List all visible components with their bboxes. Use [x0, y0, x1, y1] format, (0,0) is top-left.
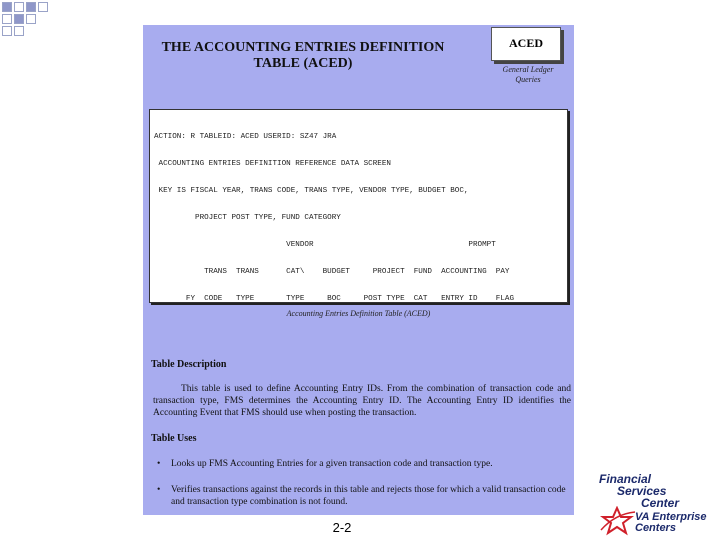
logo-line-4-text: VA Enterprise	[635, 511, 707, 523]
tag-subtitle-line-1: General Ledger	[502, 65, 554, 74]
star-icon	[597, 506, 637, 536]
logo-line-5-text: Centers	[635, 522, 676, 534]
logo-line-3: Center	[641, 496, 680, 510]
page-number: 2-2	[332, 520, 352, 535]
page-title	[153, 40, 453, 72]
financial-services-center-logo	[595, 472, 720, 540]
table-description-text: This table is used to define Accounting Entry IDs. From the combination of transaction code and transaction type, FMS determines the Accounting Entry ID. The Accounting Entry ID identifies the Accounting Event that FMS should use when posting the transaction.	[153, 384, 571, 418]
terminal-screen	[149, 109, 568, 303]
list-item	[157, 458, 569, 470]
logo-line-2: Services	[617, 484, 667, 498]
screen-line: VENDOR PROMPT	[154, 241, 496, 249]
logo-line-4	[635, 512, 707, 534]
title-line-2: TABLE (ACED)	[253, 56, 353, 71]
screen-caption: Accounting Entries Definition Table (ACED)	[286, 309, 431, 318]
tag-subtitle	[492, 65, 564, 85]
bullet-icon: •	[157, 485, 161, 495]
list-item-text: Verifies transactions against the records in this table and rejects those for which a valid transaction code and transaction type combination is not found.	[171, 485, 566, 507]
screen-line: FY CODE TYPE TYPE BOC POST TYPE CAT ENTRY ID FLAG	[154, 295, 515, 303]
logo-line-1: Financial	[599, 472, 652, 486]
screen-line: PROJECT POST TYPE, FUND CATEGORY	[154, 214, 341, 222]
aced-tag-box: ACED	[491, 27, 561, 61]
screen-line: ACCOUNTING ENTRIES DEFINITION REFERENCE DATA SCREEN	[154, 160, 391, 168]
bullet-icon: •	[157, 459, 161, 469]
screen-line: KEY IS FISCAL YEAR, TRANS CODE, TRANS TYPE, VENDOR TYPE, BUDGET BOC,	[154, 187, 469, 195]
tag-subtitle-line-2: Queries	[515, 75, 541, 84]
table-uses-heading: Table Uses	[151, 433, 197, 444]
screen-line: TRANS TRANS CAT\ BUDGET PROJECT FUND ACCOUNTING PAY	[154, 268, 510, 276]
list-item	[157, 484, 569, 508]
table-description-heading: Table Description	[151, 359, 227, 370]
title-line-1: THE ACCOUNTING ENTRIES DEFINITION	[161, 40, 445, 55]
document-page	[143, 25, 574, 515]
corner-decoration	[0, 0, 60, 40]
screen-line: ACTION: R TABLEID: ACED USERID: SZ47 JRA	[154, 133, 337, 141]
list-item-text: Looks up FMS Accounting Entries for a given transaction code and transaction type.	[171, 459, 493, 469]
